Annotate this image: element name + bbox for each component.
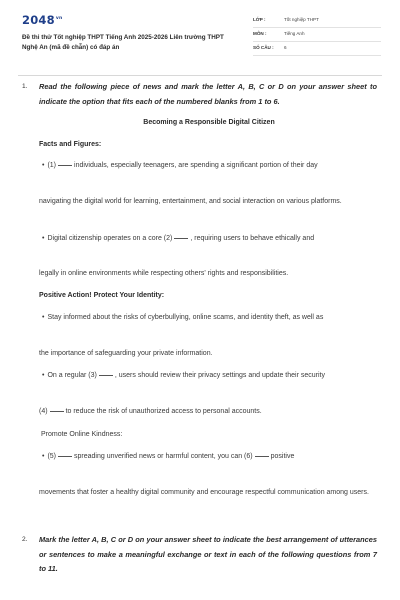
meta-row-subject bbox=[253, 28, 381, 42]
paragraph-blank-1: • (1) individuals, especially teenagers, are spending a significant portion of their day bbox=[42, 162, 318, 169]
section-heading-facts: Facts and Figures: bbox=[39, 141, 102, 148]
paragraph-blank-3: • On a regular (3) , users should review their privacy settings and update their security bbox=[42, 372, 325, 379]
question-instruction: Mark the letter A, B, C or D on your answer sheet to indicate the best arrangement of utterances or sentences to make a meaningful exchange or text in each of the following questions from 7 to 11. bbox=[39, 535, 377, 573]
section-heading-action: Positive Action! Protect Your Identity: bbox=[39, 292, 165, 299]
meta-value: 6 bbox=[284, 45, 287, 50]
document-title: Đề thi thử Tốt nghiệp THPT Tiếng Anh 2025-2026 Liên trường THPT Nghệ An (mã đề chẵn) có đáp án bbox=[22, 34, 224, 51]
paragraph-continuation: the importance of safeguarding your private information. bbox=[39, 350, 213, 357]
meta-key: LỚP : bbox=[253, 17, 266, 22]
question-number: 1. bbox=[22, 83, 28, 90]
answer-blank bbox=[174, 238, 188, 239]
paragraph-continuation: movements that foster a healthy digital community and encourage respectful communication among users. bbox=[39, 489, 369, 496]
meta-key: MÔN : bbox=[253, 31, 267, 36]
question-number: 2. bbox=[22, 536, 28, 543]
site-logo[interactable]: $2048^{vn}$ bbox=[22, 13, 63, 27]
paragraph-blank-5: • (5) spreading unverified news or harmful content, you can (6) positive bbox=[42, 453, 295, 460]
answer-blank bbox=[58, 456, 72, 457]
page-header bbox=[0, 0, 400, 74]
paragraph-continuation: navigating the digital world for learning, entertainment, and social interaction on various platforms. bbox=[39, 198, 342, 205]
paragraph-blank-4: (4) to reduce the risk of unauthorized access to personal accounts. bbox=[39, 408, 262, 415]
paragraph-continuation: legally in online environments while respecting others' rights and responsibilities. bbox=[39, 270, 289, 277]
paragraph-blank-2: • Digital citizenship operates on a core (2) , requiring users to behave ethically and bbox=[42, 235, 315, 242]
paragraph-protect: • Stay informed about the risks of cyberbullying, online scams, and identity theft, as well as bbox=[42, 314, 324, 321]
answer-blank bbox=[255, 456, 269, 457]
bullet-icon: • bbox=[42, 314, 45, 321]
meta-value: Tốt nghiệp THPT bbox=[284, 17, 319, 22]
meta-row-class bbox=[253, 14, 381, 28]
section-heading-kindness: Promote Online Kindness: bbox=[41, 431, 123, 438]
answer-blank bbox=[99, 375, 113, 376]
meta-value: Tiếng Anh bbox=[284, 31, 305, 36]
bullet-icon: • bbox=[42, 453, 45, 460]
article-title: Becoming a Responsible Digital Citizen bbox=[143, 119, 275, 126]
bullet-icon: • bbox=[42, 235, 45, 242]
bullet-icon: • bbox=[42, 162, 45, 169]
meta-table bbox=[253, 14, 381, 56]
meta-key: SỐ CÂU : bbox=[253, 45, 274, 50]
header-divider bbox=[18, 75, 382, 76]
meta-row-count bbox=[253, 42, 381, 56]
answer-blank bbox=[58, 165, 72, 166]
question-instruction: Read the following piece of news and mark the letter A, B, C or D on your answer sheet to indicate the option that fits each of the numbered blanks from 1 to 6. bbox=[39, 82, 377, 106]
bullet-icon: • bbox=[42, 372, 45, 379]
answer-blank bbox=[50, 411, 64, 412]
